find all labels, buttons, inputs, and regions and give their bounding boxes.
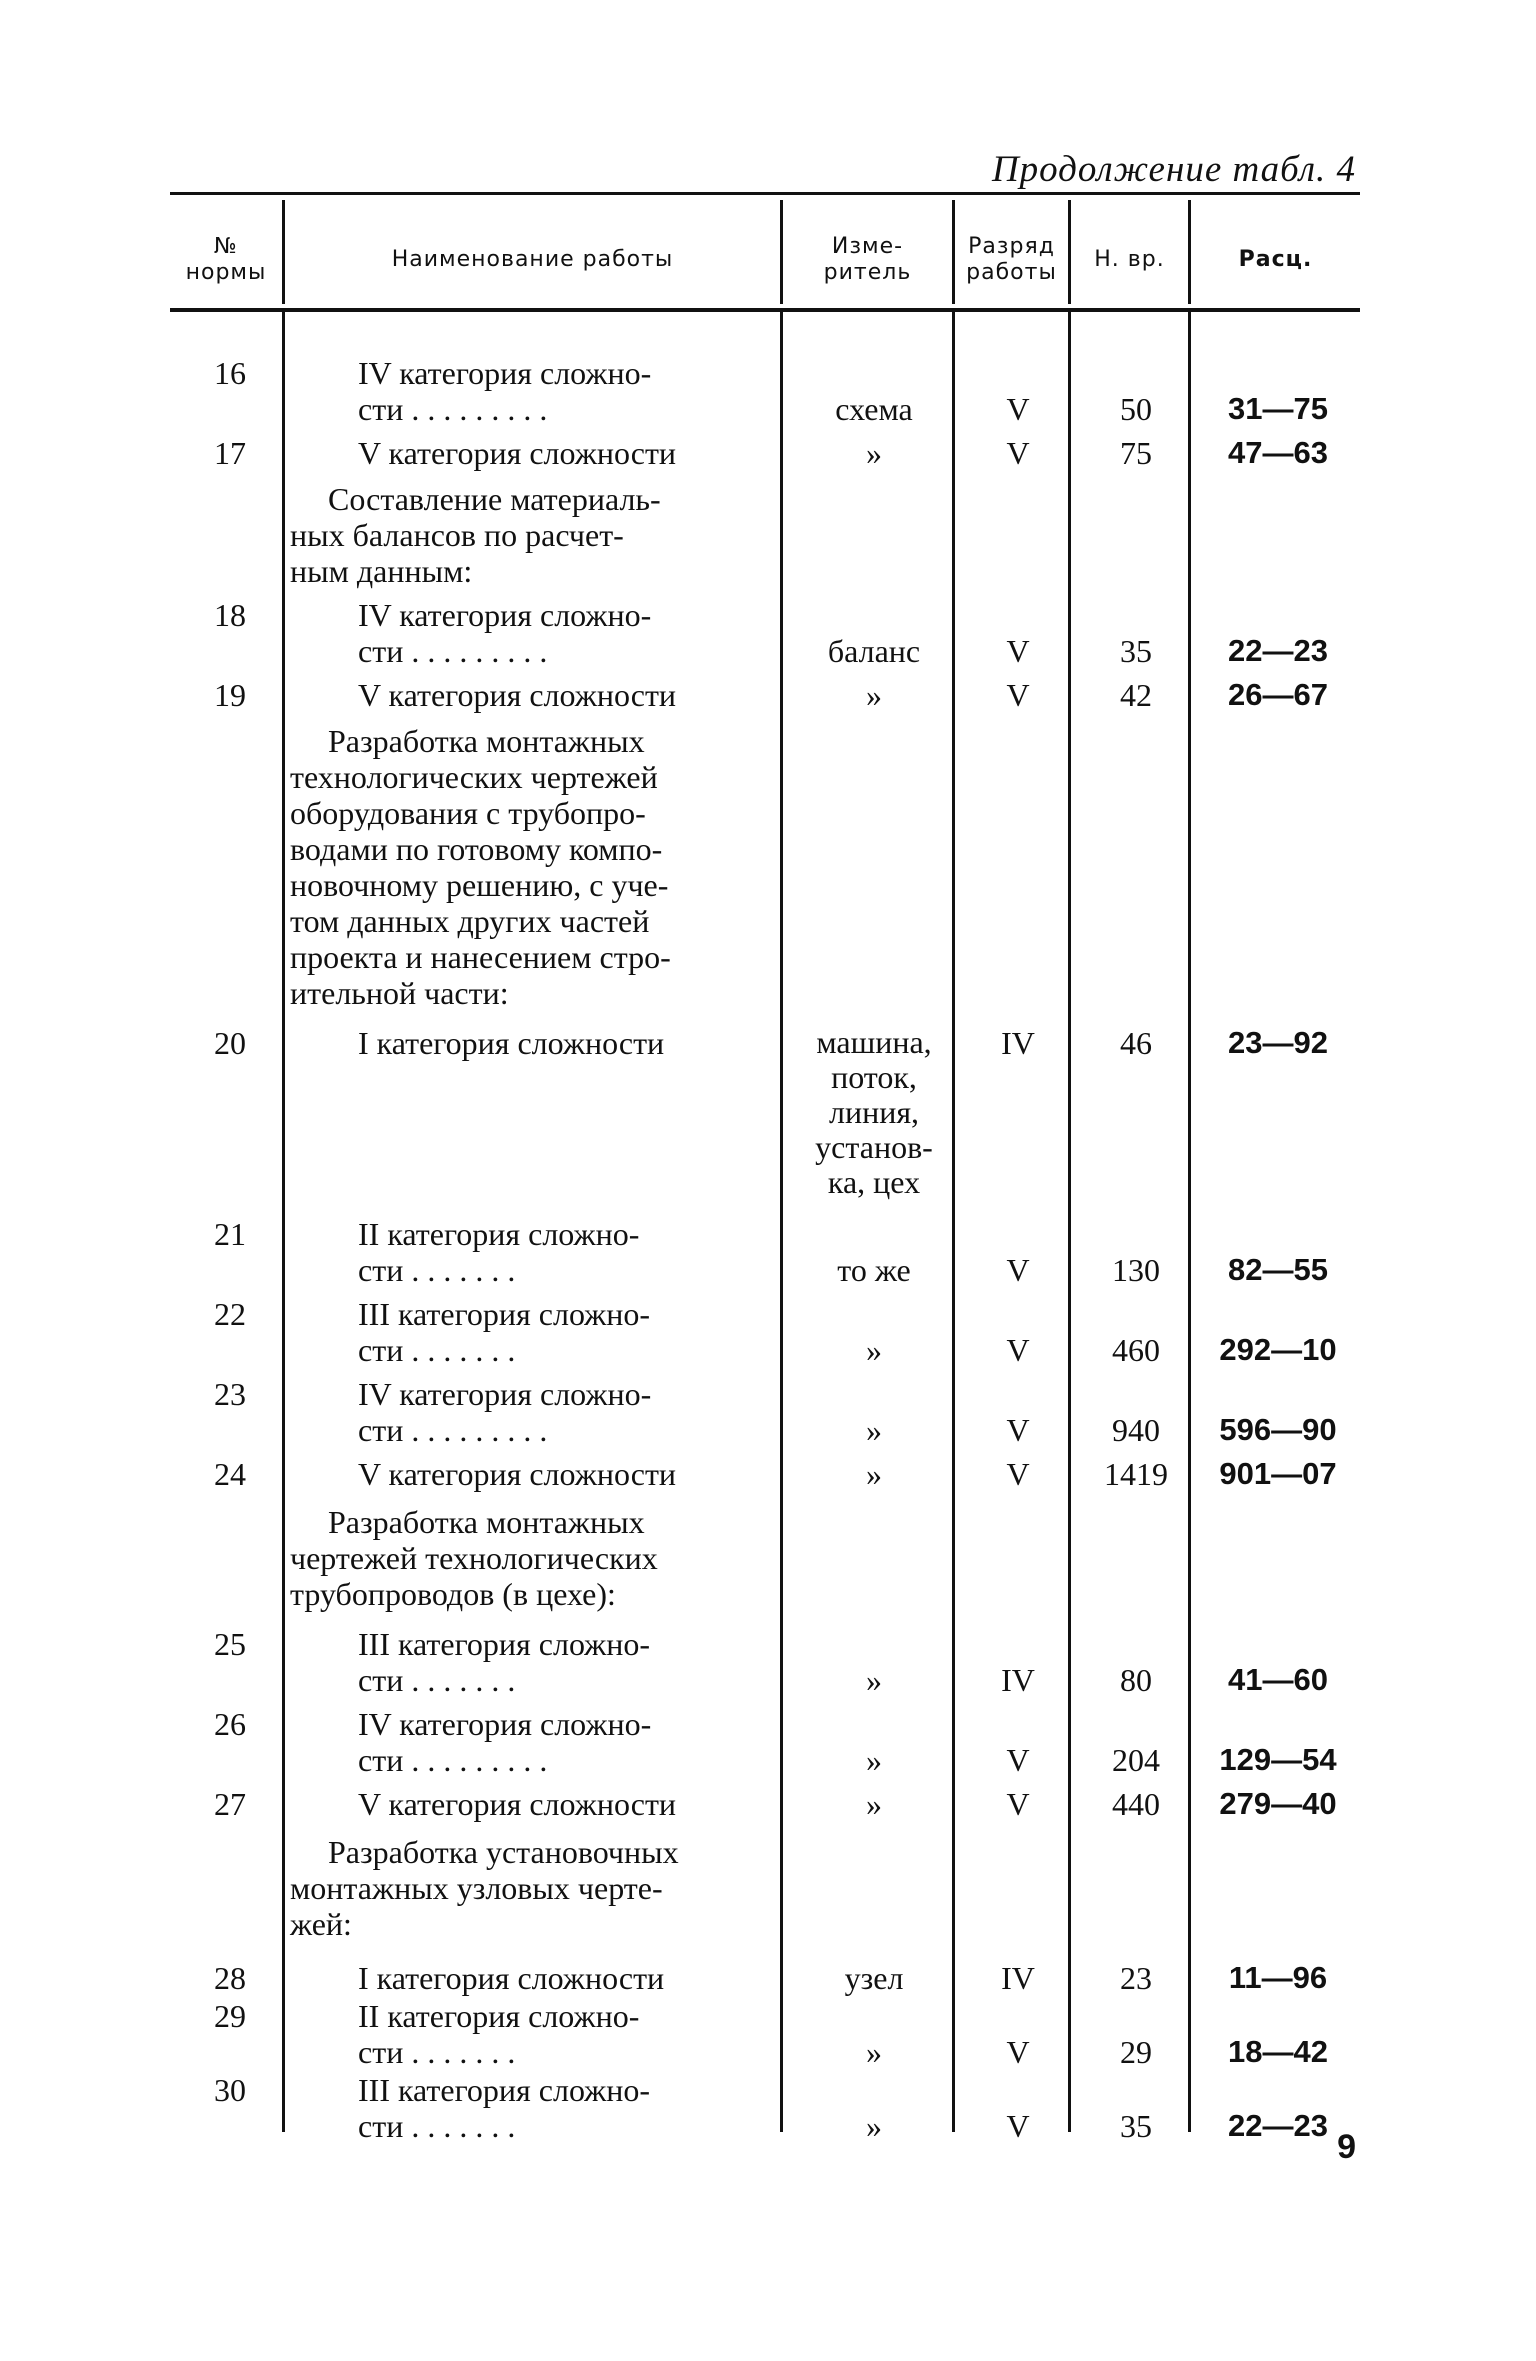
table-row xyxy=(170,355,1360,427)
cell-name xyxy=(290,1834,788,1942)
work-name-text: III категория сложно- сти . . . . . . . xyxy=(358,1626,651,1698)
cell-time: 130 xyxy=(1112,1252,1160,1288)
table-top-rule xyxy=(170,192,1360,195)
work-name-text: I категория сложности xyxy=(358,1960,665,1996)
cell-measure: » xyxy=(866,1456,882,1492)
cell-measure: » xyxy=(866,1412,882,1448)
group-heading-text: Разработка установочных монтажных узловых черте- жей: xyxy=(290,1834,679,1942)
cell-rate: 82—55 xyxy=(1228,1252,1328,1287)
cell-measure: то же xyxy=(837,1252,911,1288)
cell-grade: V xyxy=(1006,391,1030,427)
cell-rate: 596—90 xyxy=(1219,1412,1337,1447)
table-row xyxy=(170,1998,1360,2070)
cell-name xyxy=(290,1706,788,1778)
cell-num: 29 xyxy=(214,1998,246,2034)
cell-time: 23 xyxy=(1120,1960,1152,1996)
cell-measure: » xyxy=(866,1786,882,1822)
cell-num: 27 xyxy=(214,1786,246,1822)
table-row xyxy=(170,1626,1360,1698)
work-name-text: V категория сложности xyxy=(358,1456,677,1492)
group-heading-row xyxy=(170,723,1360,1011)
table-row xyxy=(170,435,1360,471)
cell-name xyxy=(290,1626,788,1698)
cell-num: 24 xyxy=(214,1456,246,1492)
cell-rate: 31—75 xyxy=(1228,391,1328,426)
cell-measure: » xyxy=(866,1662,882,1698)
cell-num: 18 xyxy=(214,597,246,633)
cell-rate: 129—54 xyxy=(1219,1742,1337,1777)
cell-measure: » xyxy=(866,435,882,471)
group-heading-text: Составление материаль- ных балансов по расчет- ным данным: xyxy=(290,481,661,589)
work-name-text: IV категория сложно- сти . . . . . . . . . xyxy=(358,597,652,669)
cell-measure: » xyxy=(866,677,882,713)
cell-rate: 41—60 xyxy=(1228,1662,1328,1697)
table-row xyxy=(170,1786,1360,1822)
cell-rate: 22—23 xyxy=(1228,2108,1328,2143)
cell-measure: схема xyxy=(835,391,913,427)
cell-time: 35 xyxy=(1120,633,1152,669)
cell-time: 460 xyxy=(1112,1332,1160,1368)
work-name-text: IV категория сложно- сти . . . . . . . . . xyxy=(358,1706,652,1778)
cell-num: 30 xyxy=(214,2072,246,2108)
cell-rate: 22—23 xyxy=(1228,633,1328,668)
cell-time: 35 xyxy=(1120,2108,1152,2144)
table-row xyxy=(170,2072,1360,2144)
table-row xyxy=(170,1456,1360,1492)
cell-rate: 47—63 xyxy=(1228,435,1328,470)
work-name-text: III категория сложно- сти . . . . . . . xyxy=(358,1296,651,1368)
cell-rate: 18—42 xyxy=(1228,2034,1328,2069)
cell-rate: 23—92 xyxy=(1228,1025,1328,1060)
cell-name xyxy=(290,1456,788,1492)
cell-num: 22 xyxy=(214,1296,246,1332)
cell-grade: V xyxy=(1006,2034,1030,2070)
header-bottom-rule xyxy=(170,308,1360,312)
work-name-text: I категория сложности xyxy=(358,1025,665,1061)
work-name-text: IV категория сложно- сти . . . . . . . . . xyxy=(358,355,652,427)
cell-name xyxy=(290,1025,788,1061)
cell-rate: 11—96 xyxy=(1228,1960,1328,1995)
group-heading-row xyxy=(170,1834,1360,1942)
work-name-text: V категория сложности xyxy=(358,677,677,713)
page-number: 9 xyxy=(1337,2128,1356,2166)
cell-name xyxy=(290,1376,788,1448)
work-name-text: III категория сложно- сти . . . . . . . xyxy=(358,2072,651,2144)
work-name-text: IV категория сложно- сти . . . . . . . . . xyxy=(358,1376,652,1448)
col-header-num: № нормы xyxy=(185,234,267,285)
col-header-name: Наименование работы xyxy=(391,247,674,272)
cell-name xyxy=(290,1504,788,1612)
cell-measure: » xyxy=(866,1742,882,1778)
cell-grade: IV xyxy=(1001,1025,1035,1061)
cell-measure: » xyxy=(866,1332,882,1368)
cell-measure: баланс xyxy=(827,633,921,669)
cell-rate: 279—40 xyxy=(1219,1786,1337,1821)
cell-num: 28 xyxy=(214,1960,246,1996)
cell-grade: V xyxy=(1006,1742,1030,1778)
continuation-caption: Продолжение табл. 4 xyxy=(991,149,1356,190)
cell-time: 46 xyxy=(1120,1025,1152,1061)
work-name-text: II категория сложно- сти . . . . . . . xyxy=(358,1998,640,2070)
cell-time: 80 xyxy=(1120,1662,1152,1698)
cell-num: 17 xyxy=(214,435,246,471)
col-header-time: Н. вр. xyxy=(1094,247,1165,272)
cell-num: 25 xyxy=(214,1626,246,1662)
group-heading-text: Разработка монтажных чертежей технологических трубопроводов (в цехе): xyxy=(290,1504,658,1612)
group-heading-row xyxy=(170,1504,1360,1612)
cell-grade: V xyxy=(1006,435,1030,471)
cell-grade: V xyxy=(1006,677,1030,713)
cell-num: 21 xyxy=(214,1216,246,1252)
cell-num: 16 xyxy=(214,355,246,391)
cell-grade: V xyxy=(1006,1456,1030,1492)
cell-time: 440 xyxy=(1112,1786,1160,1822)
cell-time: 29 xyxy=(1120,2034,1152,2070)
cell-grade: V xyxy=(1006,1332,1030,1368)
cell-grade: V xyxy=(1006,1412,1030,1448)
cell-time: 1419 xyxy=(1104,1456,1168,1492)
work-name-text: V категория сложности xyxy=(358,435,677,471)
cell-name xyxy=(290,677,788,713)
cell-name xyxy=(290,2072,788,2144)
cell-grade: V xyxy=(1006,1252,1030,1288)
cell-measure: » xyxy=(866,2108,882,2144)
cell-time: 42 xyxy=(1120,677,1152,713)
col-header-grade: Разряд работы xyxy=(966,234,1057,285)
cell-time: 50 xyxy=(1120,391,1152,427)
cell-time: 204 xyxy=(1112,1742,1160,1778)
cell-time: 75 xyxy=(1120,435,1152,471)
cell-name xyxy=(290,1998,788,2070)
table-row xyxy=(170,1376,1360,1448)
cell-time: 940 xyxy=(1112,1412,1160,1448)
cell-name xyxy=(290,1960,788,1996)
table-body xyxy=(170,347,1360,2144)
cell-name xyxy=(290,1786,788,1822)
work-name-text: II категория сложно- сти . . . . . . . xyxy=(358,1216,640,1288)
cell-num: 26 xyxy=(214,1706,246,1742)
col-header-measure: Изме- ритель xyxy=(823,234,912,285)
work-name-text: V категория сложности xyxy=(358,1786,677,1822)
table-row xyxy=(170,677,1360,713)
cell-rate: 26—67 xyxy=(1228,677,1328,712)
cell-name xyxy=(290,435,788,471)
cell-grade: V xyxy=(1006,1786,1030,1822)
table-row xyxy=(170,1296,1360,1368)
cell-measure: узел xyxy=(844,1960,904,1996)
table-row xyxy=(170,1960,1360,1996)
cell-name xyxy=(290,1296,788,1368)
cell-rate: 901—07 xyxy=(1219,1456,1337,1491)
table-row xyxy=(170,1216,1360,1288)
cell-measure: » xyxy=(866,2034,882,2070)
col-header-rate: Расц. xyxy=(1238,247,1313,272)
cell-num: 19 xyxy=(214,677,246,713)
cell-measure: машина, поток, линия, установ- ка, цех xyxy=(815,1024,933,1200)
norms-table xyxy=(170,192,1360,2144)
cell-rate: 292—10 xyxy=(1219,1332,1337,1367)
cell-name xyxy=(290,597,788,669)
cell-name xyxy=(290,1216,788,1288)
cell-name xyxy=(290,723,788,1011)
cell-name xyxy=(290,481,788,589)
cell-grade: IV xyxy=(1001,1662,1035,1698)
cell-grade: IV xyxy=(1001,1960,1035,1996)
group-heading-row xyxy=(170,481,1360,589)
table-row xyxy=(170,597,1360,669)
table-row xyxy=(170,1025,1360,1200)
cell-grade: V xyxy=(1006,633,1030,669)
table-row xyxy=(170,1706,1360,1778)
cell-grade: V xyxy=(1006,2108,1030,2144)
group-heading-text: Разработка монтажных технологических чертежей оборудования с трубопро- водами по готовому компо- новочному решению, с уче- том данных других частей проекта и нанесением стро- ительной части: xyxy=(290,723,671,1011)
cell-num: 23 xyxy=(214,1376,246,1412)
cell-num: 20 xyxy=(214,1025,246,1061)
cell-name xyxy=(290,355,788,427)
